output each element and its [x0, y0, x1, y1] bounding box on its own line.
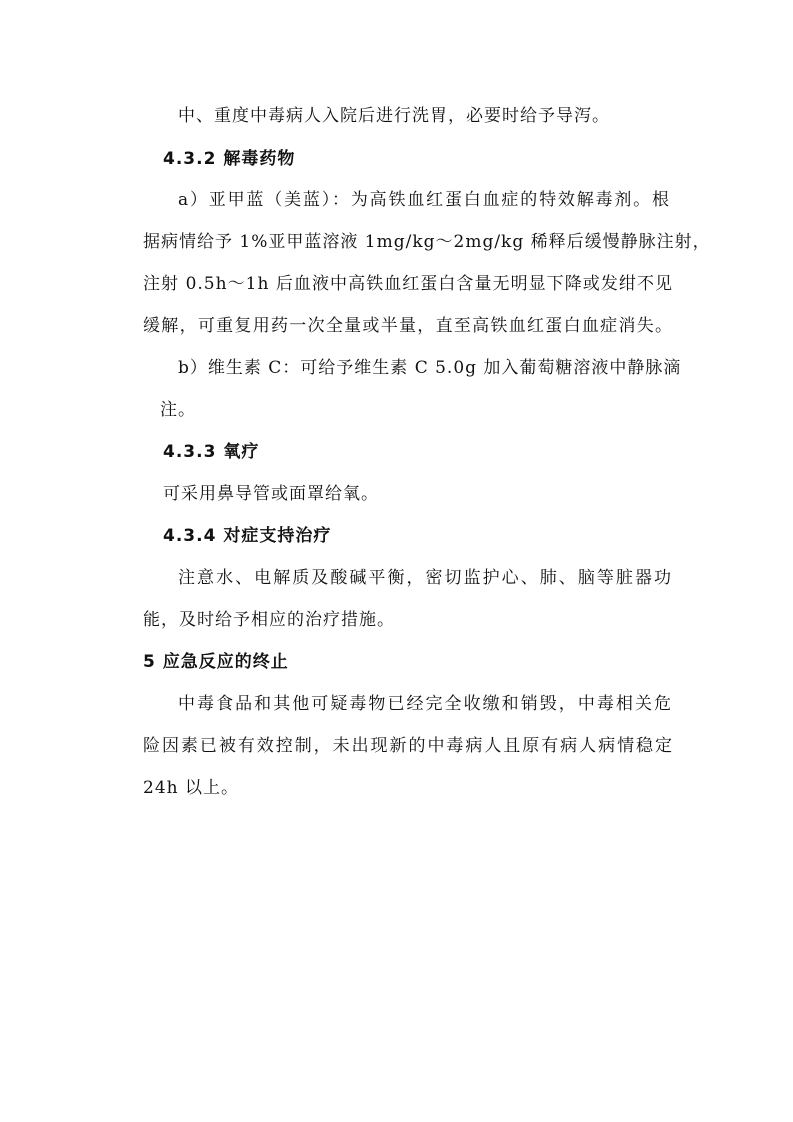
paragraph-termination-line-1: 中毒食品和其他可疑毒物已经完全收缴和销毁，中毒相关危 [178, 694, 672, 714]
heading-5-termination: 5 应急反应的终止 [143, 652, 289, 672]
paragraph-supportive-line-1: 注意水、电解质及酸碱平衡，密切监护心、肺、脑等脏器功 [178, 568, 672, 588]
heading-4-3-3-oxygen-therapy: 4.3.3 氧疗 [163, 442, 260, 462]
paragraph-vitamin-c-line-1: b）维生素 C：可给予维生素 C 5.0g 加入葡萄糖溶液中静脉滴 [178, 358, 682, 378]
paragraph-methylene-blue-line-3: 注射 0.5h～1h 后血液中高铁血红蛋白含量无明显下降或发绀不见 [143, 274, 673, 294]
paragraph-methylene-blue-line-1: a）亚甲蓝（美蓝）：为高铁血红蛋白血症的特效解毒剂。根 [178, 190, 670, 210]
heading-4-3-4-supportive-treatment: 4.3.4 对症支持治疗 [163, 526, 332, 546]
paragraph-oxygen: 可采用鼻导管或面罩给氧。 [163, 484, 379, 504]
paragraph-vitamin-c-line-2: 注。 [160, 400, 196, 420]
paragraph-termination-line-2: 险因素已被有效控制，未出现新的中毒病人且原有病人病情稳定 [143, 736, 673, 756]
paragraph-supportive-line-2: 能，及时给予相应的治疗措施。 [143, 610, 395, 630]
paragraph-methylene-blue-line-2: 据病情给予 1%亚甲蓝溶液 1mg/kg～2mg/kg 稀释后缓慢静脉注射， [143, 232, 711, 252]
paragraph-termination-line-3: 24h 以上。 [143, 778, 239, 798]
paragraph-methylene-blue-line-4: 缓解，可重复用药一次全量或半量，直至高铁血红蛋白血症消失。 [143, 316, 673, 336]
paragraph-gastric-lavage: 中、重度中毒病人入院后进行洗胃，必要时给予导泻。 [178, 106, 610, 126]
heading-4-3-2-antidotes: 4.3.2 解毒药物 [163, 149, 296, 169]
